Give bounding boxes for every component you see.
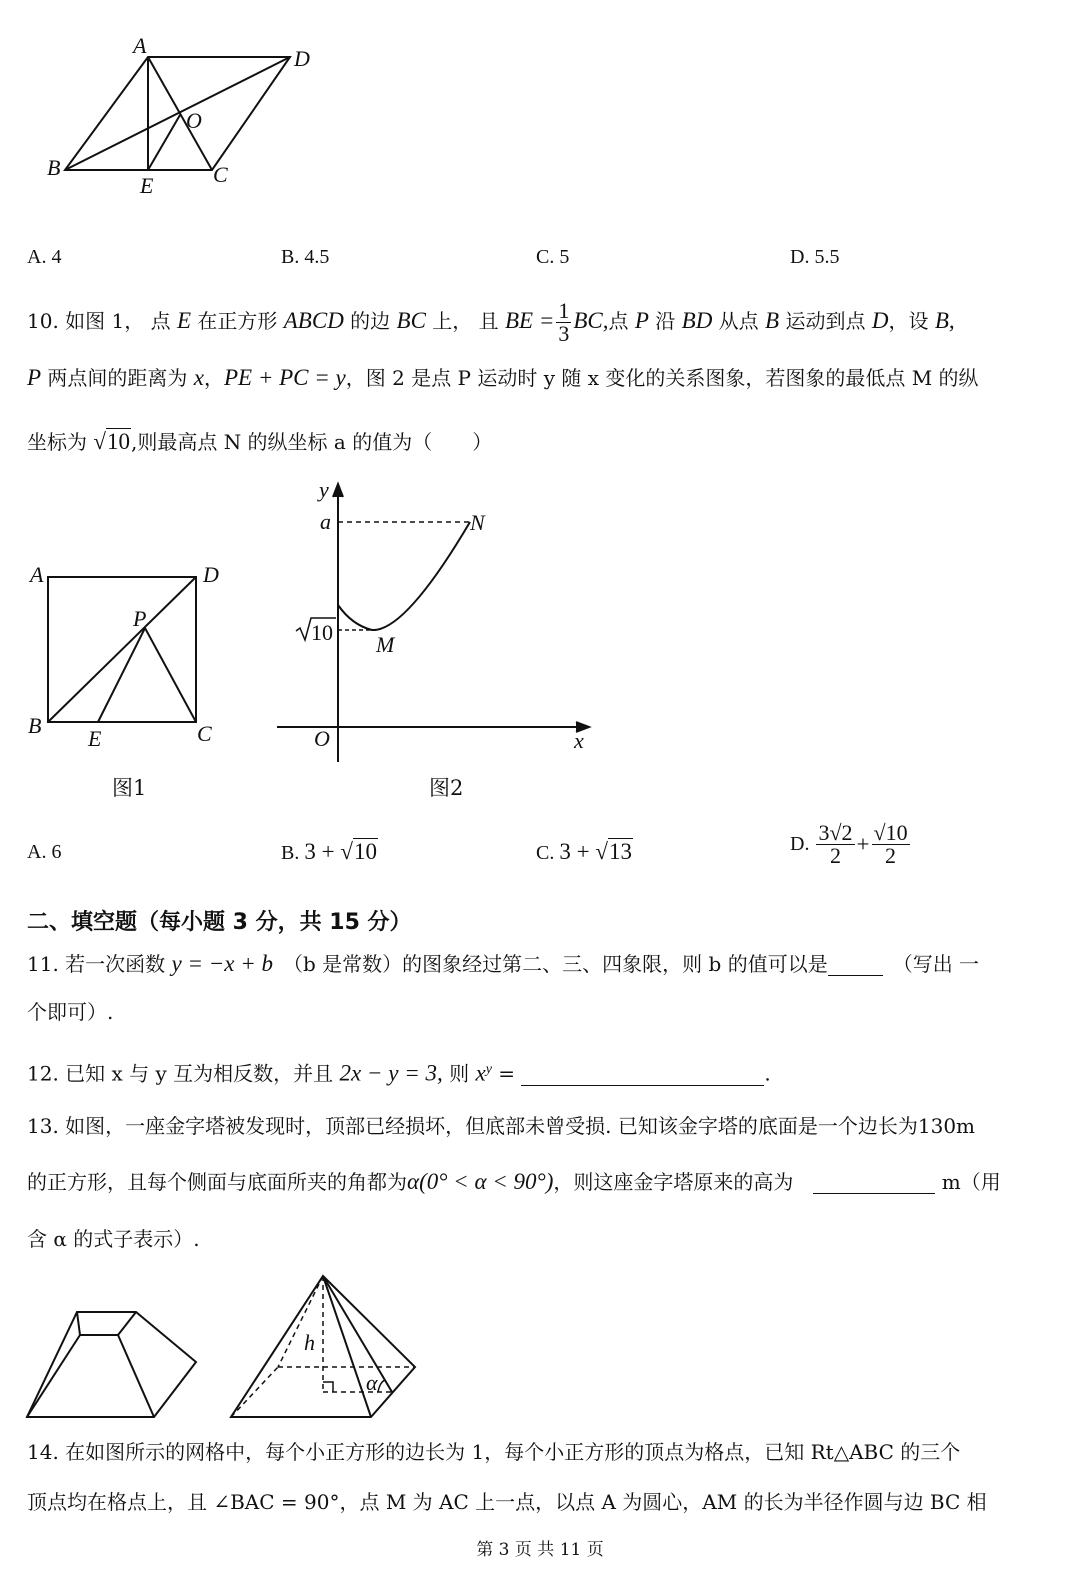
label-E: E [140, 173, 154, 198]
q11-line-2: 个即可）. [27, 1000, 114, 1024]
q10-line-1: 10. 如图 1， 点 E 在正方形 ABCD 的边 BC 上， 且 BE = $\frac{1}{3}$ BC,点 P 沿 BD 从点 B 运动到点 D，设 B, [27, 298, 955, 346]
page-footer: 第 3 页 共 11 页 [476, 1540, 604, 1560]
pyramid-label-alpha: α [366, 1370, 378, 1395]
label-A: A [133, 33, 147, 58]
section-2-title: 二、填空题（每小题 3 分，共 15 分） [27, 910, 412, 935]
fig2-label-sqrt10: 10 [311, 620, 333, 645]
label-C: C [213, 162, 228, 187]
fig2-label-x: x [574, 728, 584, 753]
q9-option-c[interactable]: C. 5 [536, 246, 570, 268]
fig1-label-A: A [30, 562, 44, 587]
q13-pyramid-figure [231, 1276, 415, 1417]
q10-option-c[interactable]: C. 3 + √13 [536, 839, 632, 864]
fig2-label-y: y [319, 477, 329, 502]
q9-option-d[interactable]: D. 5.5 [790, 246, 840, 268]
fig2-label-a: a [320, 509, 331, 534]
q10-line-2: P 两点间的距离为 x，PE + PC = y，图 2 是点 P 运动时 y 随 x 变化的关系图象，若图象的最低点 M 的纵 [27, 365, 979, 390]
q13-line-1: 13. 如图，一座金字塔被发现时，顶部已经损坏，但底部未曾受损. 已知该金字塔的底面是一个边长为130m [27, 1114, 976, 1138]
q14-line-2: 顶点均在格点上，且 ∠BAC = 90°，点 M 为 AC 上一点，以点 A 为圆心，AM 的长为半径作圆与边 BC 相 [27, 1490, 987, 1514]
fig1-caption: 图1 [112, 776, 147, 800]
fig2-label-N: N [470, 510, 485, 535]
q9-option-a[interactable]: A. 4 [27, 246, 62, 268]
q12-line: 12. 已知 x 与 y 互为相反数，并且 2x − y = 3, 则 $x^y$ = . [27, 1060, 771, 1086]
fig2-caption: 图2 [429, 776, 464, 800]
q12-answer-blank[interactable] [521, 1085, 764, 1086]
fig1-label-P: P [133, 606, 147, 631]
fig1-label-E: E [88, 726, 102, 751]
q9-parallelogram-figure [65, 57, 290, 170]
q11-answer-blank[interactable] [828, 975, 883, 976]
q13-frustum-figure [27, 1312, 196, 1417]
fig2-label-O: O [314, 726, 330, 751]
q13-answer-blank[interactable] [813, 1193, 935, 1194]
fig1-label-D: D [203, 562, 219, 587]
label-D: D [294, 46, 310, 71]
label-B: B [47, 155, 61, 180]
q10-option-b[interactable]: B. 3 + √10 [281, 839, 377, 864]
q10-option-d[interactable]: D. $\frac{3√2}{2}$ + $\frac{√10}{2}$ [790, 820, 908, 868]
q14-line-1: 14. 在如图所示的网格中，每个小正方形的边长为 1，每个小正方形的顶点为格点，已知 Rt△ABC 的三个 [27, 1440, 961, 1464]
q10-square-figure [48, 577, 196, 722]
pyramid-label-h: h [304, 1330, 315, 1355]
label-O: O [186, 108, 202, 133]
fig2-label-M: M [376, 632, 395, 657]
fig1-label-B: B [28, 713, 42, 738]
q10-option-a[interactable]: A. 6 [27, 841, 62, 863]
q13-line-2: 的正方形，且每个侧面与底面所夹的角都为α(0° < α < 90°)，则这座金字塔原来的高为 m（用 [27, 1169, 1001, 1194]
q13-line-3: 含 α 的式子表示）. [27, 1227, 200, 1251]
q11-line-1: 11. 若一次函数 y = −x + b （b 是常数）的图象经过第二、三、四象限，则 b 的值可以是 （写出 一 [27, 951, 980, 976]
q10-line-3: 坐标为 √10,则最高点 N 的纵坐标 a 的值为（ ） [27, 429, 493, 454]
fig1-label-C: C [197, 721, 212, 746]
q9-option-b[interactable]: B. 4.5 [281, 246, 330, 268]
